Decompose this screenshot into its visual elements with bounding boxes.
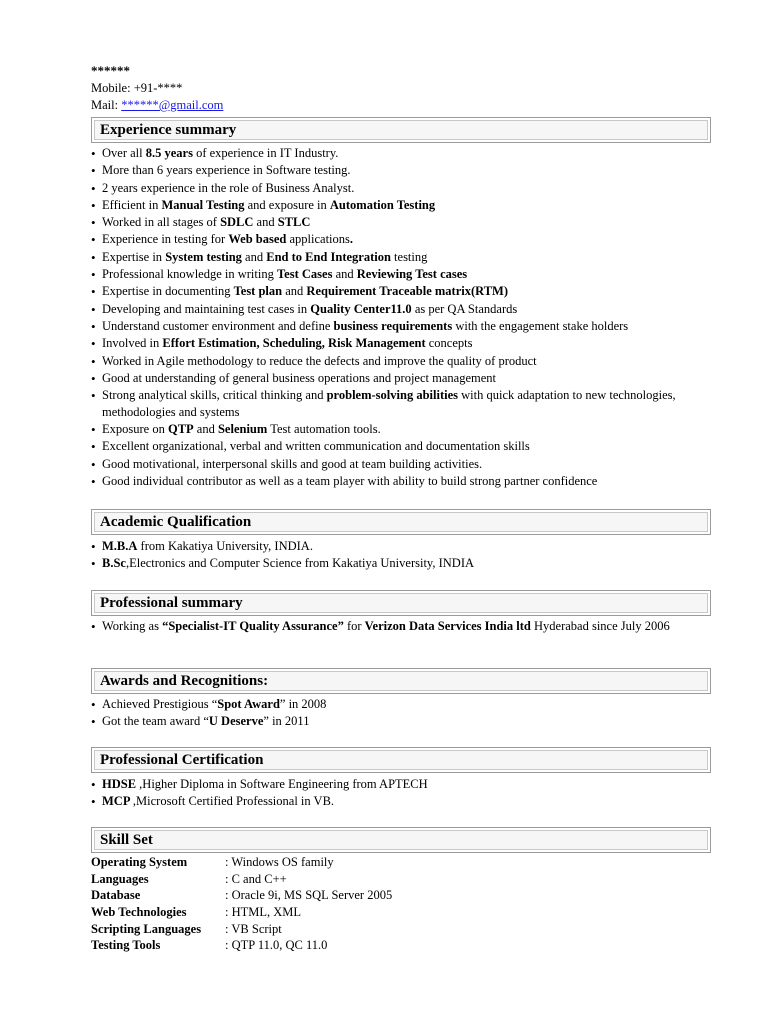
bold-text: Reviewing Test cases xyxy=(356,267,468,282)
bold-text: Web based xyxy=(228,232,287,247)
skill-label: Scripting Languages xyxy=(91,921,202,936)
skill-value: : QTP 11.0, QC 11.0 xyxy=(225,938,328,953)
bold-text: End to End Integration xyxy=(266,249,391,264)
awards-list xyxy=(91,696,711,731)
bold-text: Automation Testing xyxy=(329,197,436,212)
certification-header xyxy=(91,747,711,773)
text: and xyxy=(332,267,357,282)
list-item xyxy=(91,318,711,335)
text: 2 years experience in the role of Business Analyst. xyxy=(102,180,355,195)
bold-text: Quality Center11.0 xyxy=(310,301,412,316)
text: ” in 2011 xyxy=(263,714,310,729)
list-item xyxy=(91,231,711,248)
skill-row xyxy=(91,871,392,888)
academic-qualification-header xyxy=(91,509,711,535)
list-item xyxy=(91,335,711,352)
awards-header xyxy=(91,668,711,694)
section-title: Professional Certification xyxy=(100,752,264,768)
text: Developing and maintaining test cases in xyxy=(102,301,311,316)
text: Good motivational, interpersonal skills and good at team building activities. xyxy=(102,456,483,471)
list-item xyxy=(91,713,711,730)
list-item xyxy=(91,162,711,179)
text: as per QA Standards xyxy=(411,301,518,316)
skill-row xyxy=(91,921,392,938)
bold-text: Manual Testing xyxy=(161,197,245,212)
text: Professional knowledge in writing xyxy=(102,267,277,282)
text: Expertise in xyxy=(102,249,166,264)
bold-text: System testing xyxy=(165,249,242,264)
text: More than 6 years experience in Software testing. xyxy=(102,163,351,178)
mail-line xyxy=(91,97,223,114)
bold-text: U Deserve xyxy=(208,714,264,729)
text: and xyxy=(282,284,307,299)
skill-value: : Oracle 9i, MS SQL Server 2005 xyxy=(225,888,393,903)
text: Expertise in documenting xyxy=(102,284,234,299)
list-item xyxy=(91,456,711,473)
skill-label: Web Technologies xyxy=(91,905,187,920)
email-link[interactable]: ******@gmail.com xyxy=(121,98,224,112)
list-item xyxy=(91,283,711,300)
text: Achieved Prestigious “ xyxy=(102,697,218,711)
text: Good at understanding of general business operations and project management xyxy=(102,370,496,385)
bold-text: Test Cases xyxy=(276,267,333,282)
mail-label: Mail: xyxy=(91,98,122,112)
experience-summary-header xyxy=(91,117,711,143)
text: Test automation tools. xyxy=(267,422,381,437)
list-item xyxy=(91,538,711,555)
skill-row xyxy=(91,904,392,921)
text: Hyderabad since July 2006 xyxy=(530,619,670,633)
list-item xyxy=(91,180,711,197)
bold-text: B.Sc xyxy=(102,556,126,571)
list-item xyxy=(91,793,711,810)
text: and exposure in xyxy=(244,197,330,212)
list-item xyxy=(91,776,711,793)
skill-value: : Windows OS family xyxy=(225,855,334,869)
list-item xyxy=(91,473,711,490)
mobile-line: Mobile: +91-**** xyxy=(91,81,183,95)
text: Involved in xyxy=(102,336,163,351)
section-title: Academic Qualification xyxy=(100,514,252,530)
skill-set-header xyxy=(91,827,711,853)
text: Good individual contributor as well as a team player with ability to build strong partner confidence xyxy=(102,474,598,489)
text: concepts xyxy=(425,336,473,351)
experience-list xyxy=(91,145,711,490)
skill-row xyxy=(91,887,392,904)
text: with the engagement stake holders xyxy=(452,318,629,333)
text: ,Higher Diploma in Software Engineering from APTECH xyxy=(139,777,428,791)
skill-value: : VB Script xyxy=(225,921,282,936)
text: with quick adaptation to new technologies, methodologies and systems xyxy=(102,388,676,420)
text: from Kakatiya University, INDIA. xyxy=(137,539,313,553)
text: Exposure on xyxy=(102,422,168,437)
text: Efficient in xyxy=(102,197,162,212)
skill-value: : C and C++ xyxy=(225,871,287,886)
list-item xyxy=(91,370,711,387)
list-item xyxy=(91,197,711,214)
skill-value: : HTML, XML xyxy=(225,905,302,920)
bold-text: Verizon Data Services India ltd xyxy=(364,619,531,633)
text: Strong analytical skills, critical thinking and xyxy=(102,388,327,403)
text: Over all xyxy=(102,146,146,160)
professional-list xyxy=(91,618,711,635)
text: for xyxy=(343,619,365,633)
section-title: Professional summary xyxy=(100,595,243,611)
bold-text: HDSE xyxy=(102,777,140,791)
list-item xyxy=(91,266,711,283)
section-title: Awards and Recognitions: xyxy=(100,673,269,689)
bold-text: STLC xyxy=(277,215,311,230)
skill-label: Testing Tools xyxy=(91,938,161,953)
skill-row xyxy=(91,854,392,871)
list-item xyxy=(91,249,711,266)
list-item xyxy=(91,214,711,231)
skill-table xyxy=(91,854,392,954)
text: applications xyxy=(286,232,350,247)
bold-text: business requirements xyxy=(333,318,453,333)
bold-text: Test plan xyxy=(233,284,283,299)
skill-label: Languages xyxy=(91,871,149,886)
text: testing xyxy=(390,249,428,264)
bold-text: SDLC xyxy=(220,215,254,230)
skill-label: Operating System xyxy=(91,855,188,869)
bold-text: 8.5 years xyxy=(145,146,193,160)
text: Experience in testing for xyxy=(102,232,229,247)
list-item xyxy=(91,387,711,421)
text: of experience in IT Industry. xyxy=(192,146,339,160)
bold-text: . xyxy=(349,232,354,247)
text: ,Electronics and Computer Science from Kakatiya University, INDIA xyxy=(125,556,475,571)
text: ,Microsoft Certified Professional in VB. xyxy=(132,794,335,809)
bold-text: Requirement Traceable matrix(RTM) xyxy=(306,284,509,299)
list-item xyxy=(91,353,711,370)
skill-label: Database xyxy=(91,888,141,903)
text: and xyxy=(241,249,267,264)
bold-text: Selenium xyxy=(217,422,268,437)
skill-row xyxy=(91,937,392,954)
professional-summary-header xyxy=(91,590,711,616)
bold-text: problem-solving abilities xyxy=(326,388,458,403)
bold-text: M.B.A xyxy=(102,539,138,553)
bold-text: Spot Award xyxy=(217,697,280,711)
list-item xyxy=(91,145,711,162)
section-title: Skill Set xyxy=(100,832,153,848)
bold-text: “Specialist-IT Quality Assurance” xyxy=(162,619,344,633)
list-item xyxy=(91,421,711,438)
text: and xyxy=(253,215,278,230)
list-item xyxy=(91,618,711,635)
text: Got the team award “ xyxy=(102,714,209,729)
text: Worked in all stages of xyxy=(102,215,221,230)
text: Excellent organizational, verbal and written communication and documentation skills xyxy=(102,439,530,454)
academic-list xyxy=(91,538,711,573)
text: Worked in Agile methodology to reduce the defects and improve the quality of product xyxy=(102,353,537,368)
text: Working as xyxy=(102,619,163,633)
list-item xyxy=(91,555,711,572)
bold-text: Effort Estimation, Scheduling, Risk Management xyxy=(162,336,426,351)
text: and xyxy=(193,422,218,437)
certification-list xyxy=(91,776,711,811)
candidate-name: ****** xyxy=(91,63,130,78)
text: Understand customer environment and define xyxy=(102,318,334,333)
bold-text: QTP xyxy=(167,422,194,437)
list-item xyxy=(91,696,711,713)
section-title: Experience summary xyxy=(100,122,237,138)
text: ” in 2008 xyxy=(279,697,327,711)
list-item xyxy=(91,301,711,318)
list-item xyxy=(91,438,711,455)
bold-text: MCP xyxy=(102,794,133,809)
